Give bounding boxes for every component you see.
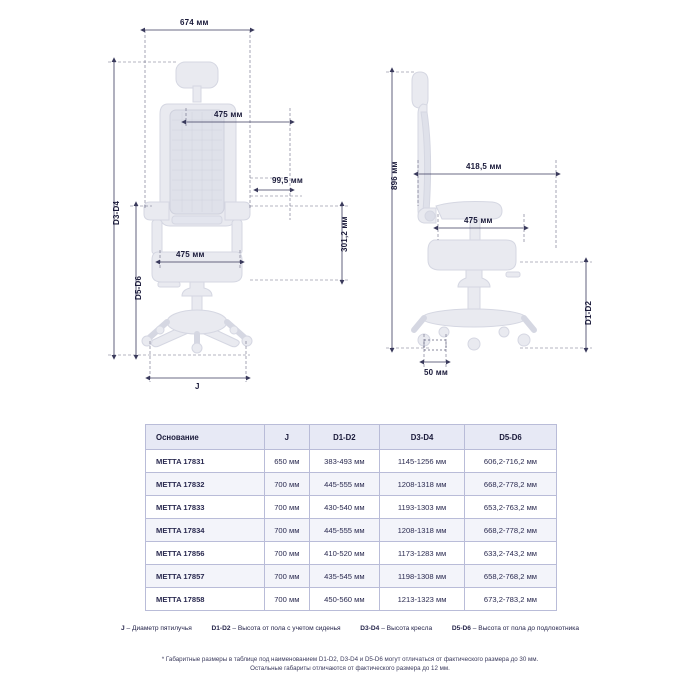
- table-cell-d3d4: 1145-1256 мм: [380, 450, 465, 473]
- table-row: [146, 450, 557, 473]
- table-row: [146, 496, 557, 519]
- table-cell-d1d2: 435-545 мм: [309, 565, 379, 588]
- dim-seat-depth: 475 мм: [464, 216, 493, 225]
- legend-code-d5d6: D5-D6: [451, 625, 471, 632]
- table-cell-d5d6: 668,2-778,2 мм: [464, 473, 556, 496]
- specs-table-wrap: [145, 424, 557, 611]
- table-cell-d5d6: 653,2-763,2 мм: [464, 496, 556, 519]
- table-cell-d5d6: 668,2-778,2 мм: [464, 519, 556, 542]
- dim-base-diameter: J: [195, 382, 200, 391]
- legend-text-d3d4: – Высота кресла: [381, 625, 433, 632]
- table-cell-j: 700 мм: [265, 565, 310, 588]
- dim-height-d5d6: D5-D6: [134, 275, 143, 300]
- legend-code-d1d2: D1-D2: [211, 625, 231, 632]
- legend: [0, 625, 700, 632]
- table-cell-d3d4: 1208-1318 мм: [380, 473, 465, 496]
- table-row: [146, 542, 557, 565]
- dim-armrest-offset: 99,5 мм: [272, 176, 304, 185]
- legend-code-d3d4: D3-D4: [360, 625, 380, 632]
- table-cell-model: METTA 17834: [146, 519, 265, 542]
- table-row: [146, 565, 557, 588]
- dim-caster-height: 50 мм: [424, 368, 448, 377]
- legend-text-d5d6: – Высота от пола до подлокотника: [472, 625, 579, 632]
- footnote: [0, 655, 700, 674]
- table-header-cell: D5-D6: [464, 425, 556, 450]
- table-cell-model: METTA 17857: [146, 565, 265, 588]
- front-view-chair: [142, 62, 252, 353]
- table-cell-model: METTA 17831: [146, 450, 265, 473]
- table-cell-d5d6: 673,2-783,2 мм: [464, 588, 556, 611]
- dim-armrest-height: 301,2 мм: [340, 216, 349, 252]
- table-cell-d1d2: 383-493 мм: [309, 450, 379, 473]
- table-header-cell: D1-D2: [309, 425, 379, 450]
- table-cell-d1d2: 450-560 мм: [309, 588, 379, 611]
- table-cell-j: 700 мм: [265, 542, 310, 565]
- table-cell-d3d4: 1213-1323 мм: [380, 588, 465, 611]
- table-cell-model: METTA 17833: [146, 496, 265, 519]
- table-header-row: [146, 425, 557, 450]
- table-cell-d1d2: 445-555 мм: [309, 519, 379, 542]
- table-header-cell: Основание: [146, 425, 265, 450]
- table-cell-d5d6: 658,2-768,2 мм: [464, 565, 556, 588]
- table-cell-j: 700 мм: [265, 519, 310, 542]
- side-view-chair: [412, 72, 534, 350]
- table-row: [146, 473, 557, 496]
- footnote-line-2: Остальные габариты отличаются от фактического размера до 12 мм.: [250, 665, 450, 673]
- table-cell-d1d2: 410-520 мм: [309, 542, 379, 565]
- table-cell-d5d6: 633,2-743,2 мм: [464, 542, 556, 565]
- dim-seat-height-d1d2: D1-D2: [584, 300, 593, 325]
- table-cell-model: METTA 17856: [146, 542, 265, 565]
- table-header-cell: D3-D4: [380, 425, 465, 450]
- table-cell-model: METTA 17858: [146, 588, 265, 611]
- legend-text-d1d2: – Высота от пола с учетом сиденья: [232, 625, 341, 632]
- dim-overall-width: 674 мм: [180, 18, 209, 27]
- table-cell-d3d4: 1198-1308 мм: [380, 565, 465, 588]
- dim-overall-depth: 418,5 мм: [466, 162, 502, 171]
- table-header-cell: J: [265, 425, 310, 450]
- specs-table: [145, 424, 557, 611]
- table-row: [146, 588, 557, 611]
- footnote-line-1: * Габаритные размеры в таблице под наименованием D1-D2, D3-D4 и D5-D6 могут отличаться от фактического размера до 30 мм.: [161, 656, 539, 663]
- table-cell-d3d4: 1208-1318 мм: [380, 519, 465, 542]
- table-cell-d1d2: 445-555 мм: [309, 473, 379, 496]
- legend-text-j: – Диаметр пятилучья: [126, 625, 192, 632]
- table-cell-j: 700 мм: [265, 496, 310, 519]
- table-cell-j: 700 мм: [265, 588, 310, 611]
- table-cell-j: 700 мм: [265, 473, 310, 496]
- dim-seat-width: 475 мм: [176, 250, 205, 259]
- dim-height-d3d4: D3-D4: [112, 200, 121, 225]
- table-cell-d3d4: 1193-1303 мм: [380, 496, 465, 519]
- table-cell-d1d2: 430-540 мм: [309, 496, 379, 519]
- table-cell-d5d6: 606,2-716,2 мм: [464, 450, 556, 473]
- table-cell-j: 650 мм: [265, 450, 310, 473]
- table-cell-model: METTA 17832: [146, 473, 265, 496]
- dim-backrest-width: 475 мм: [214, 110, 243, 119]
- dim-total-height: 896 мм: [390, 161, 399, 190]
- legend-code-j: J: [121, 625, 125, 632]
- table-row: [146, 519, 557, 542]
- table-cell-d3d4: 1173-1283 мм: [380, 542, 465, 565]
